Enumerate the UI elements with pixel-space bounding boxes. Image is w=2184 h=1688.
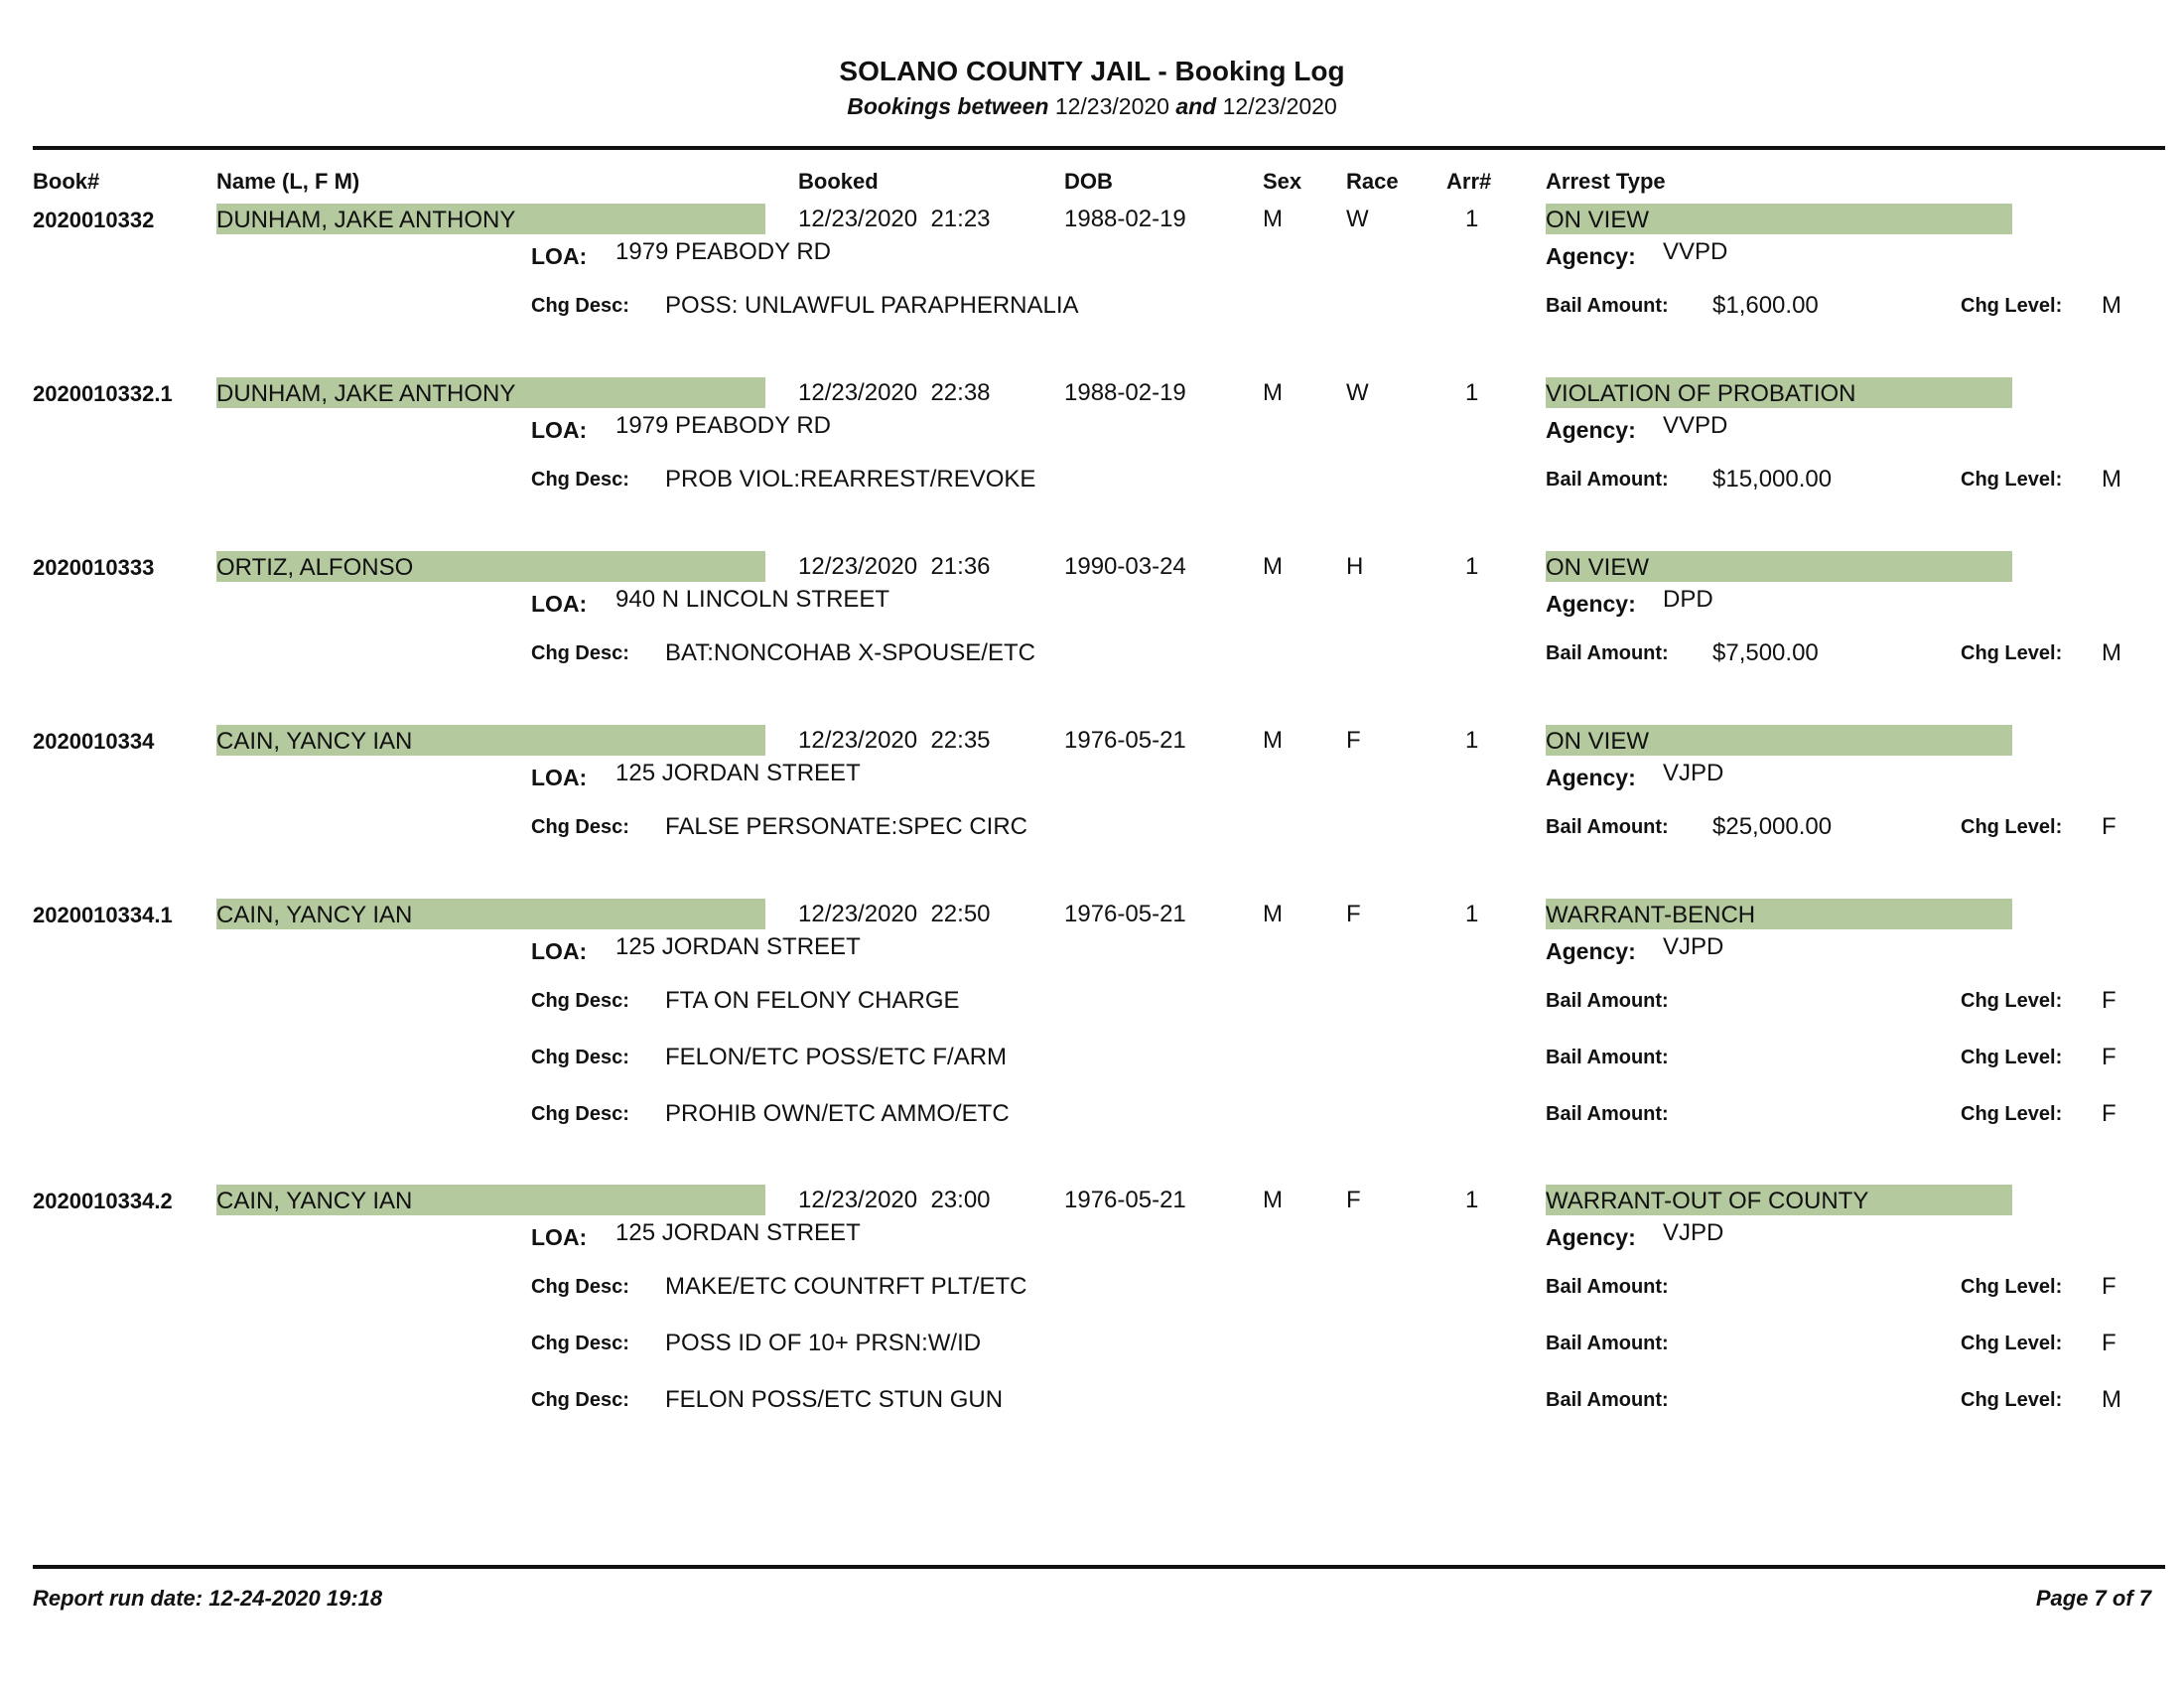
dob-value: 1976-05-21: [1064, 1187, 1186, 1213]
dob-value: 1990-03-24: [1064, 553, 1186, 580]
bail-amount-value: $1,600.00: [1712, 292, 1819, 319]
bail-amount-label: Bail Amount:: [1546, 469, 1669, 491]
loa-value: 1979 PEABODY RD: [615, 412, 831, 439]
chg-level-value: F: [2102, 1100, 2116, 1127]
chg-desc-value: FELON/ETC POSS/ETC F/ARM: [665, 1044, 1008, 1070]
chg-level-value: F: [2102, 1044, 2116, 1070]
loa-value: 1979 PEABODY RD: [615, 238, 831, 265]
loa-label: LOA:: [531, 591, 588, 617]
arrest-number: 1: [1465, 553, 1479, 580]
agency-label: Agency:: [1546, 417, 1636, 443]
book-number: 2020010334: [33, 729, 155, 754]
dob-value: 1988-02-19: [1064, 379, 1186, 406]
chg-desc-label: Chg Desc:: [531, 816, 629, 838]
sex-value: M: [1263, 727, 1283, 754]
book-number: 2020010334.1: [33, 903, 173, 927]
top-rule: [33, 146, 2165, 150]
subtitle-and: and: [1175, 93, 1217, 119]
chg-level-value: M: [2102, 292, 2121, 319]
chg-level-label: Chg Level:: [1961, 1047, 2063, 1068]
arrest-number: 1: [1465, 727, 1479, 754]
loa-label: LOA:: [531, 417, 588, 443]
arrest-type: VIOLATION OF PROBATION: [1546, 377, 2012, 408]
inmate-name: DUNHAM, JAKE ANTHONY: [216, 377, 765, 408]
loa-label: LOA:: [531, 765, 588, 790]
agency-label: Agency:: [1546, 938, 1636, 964]
loa-value: 125 JORDAN STREET: [615, 933, 861, 960]
date-from: 12/23/2020: [1054, 93, 1169, 119]
bail-amount-label: Bail Amount:: [1546, 1047, 1669, 1068]
col-header-arrest-type: Arrest Type: [1546, 169, 1666, 194]
race-value: W: [1346, 379, 1369, 406]
arrest-type: ON VIEW: [1546, 551, 2012, 582]
arrest-type: ON VIEW: [1546, 725, 2012, 756]
chg-desc-value: PROHIB OWN/ETC AMMO/ETC: [665, 1100, 1010, 1127]
inmate-name: DUNHAM, JAKE ANTHONY: [216, 204, 765, 234]
sex-value: M: [1263, 206, 1283, 232]
agency-value: DPD: [1663, 586, 1713, 613]
chg-desc-value: PROB VIOL:REARREST/REVOKE: [665, 466, 1036, 492]
chg-desc-value: FELON POSS/ETC STUN GUN: [665, 1386, 1004, 1413]
chg-desc-label: Chg Desc:: [531, 1276, 629, 1298]
loa-label: LOA:: [531, 243, 588, 269]
agency-label: Agency:: [1546, 243, 1636, 269]
chg-level-value: F: [2102, 1330, 2116, 1356]
bail-amount-label: Bail Amount:: [1546, 1389, 1669, 1411]
booked-datetime: 12/23/2020 21:23: [798, 206, 991, 232]
loa-label: LOA:: [531, 1224, 588, 1250]
bail-amount-label: Bail Amount:: [1546, 642, 1669, 664]
arrest-number: 1: [1465, 206, 1479, 232]
chg-level-label: Chg Level:: [1961, 295, 2063, 317]
bail-amount-label: Bail Amount:: [1546, 1333, 1669, 1354]
inmate-name: CAIN, YANCY IAN: [216, 1185, 765, 1215]
booked-datetime: 12/23/2020 23:00: [798, 1187, 991, 1213]
arrest-type: WARRANT-BENCH: [1546, 899, 2012, 929]
col-header-booked: Booked: [798, 169, 879, 194]
chg-level-label: Chg Level:: [1961, 469, 2063, 491]
bail-amount-label: Bail Amount:: [1546, 295, 1669, 317]
chg-desc-value: MAKE/ETC COUNTRFT PLT/ETC: [665, 1273, 1027, 1300]
sex-value: M: [1263, 901, 1283, 927]
race-value: F: [1346, 727, 1361, 754]
chg-desc-value: POSS: UNLAWFUL PARAPHERNALIA: [665, 292, 1079, 319]
booked-datetime: 12/23/2020 22:35: [798, 727, 991, 754]
chg-desc-label: Chg Desc:: [531, 469, 629, 491]
col-header-name: Name (L, F M): [216, 169, 360, 194]
dob-value: 1988-02-19: [1064, 206, 1186, 232]
race-value: W: [1346, 206, 1369, 232]
bottom-rule: [33, 1565, 2165, 1569]
col-header-arr: Arr#: [1446, 169, 1492, 194]
col-header-sex: Sex: [1263, 169, 1302, 194]
report-run-date: Report run date: 12-24-2020 19:18: [33, 1586, 383, 1611]
book-number: 2020010332.1: [33, 381, 173, 406]
col-header-race: Race: [1346, 169, 1399, 194]
bail-amount-label: Bail Amount:: [1546, 990, 1669, 1012]
inmate-name: CAIN, YANCY IAN: [216, 899, 765, 929]
bail-amount-label: Bail Amount:: [1546, 1103, 1669, 1125]
sex-value: M: [1263, 553, 1283, 580]
chg-desc-label: Chg Desc:: [531, 295, 629, 317]
chg-level-label: Chg Level:: [1961, 1103, 2063, 1125]
chg-level-value: M: [2102, 466, 2121, 492]
loa-value: 125 JORDAN STREET: [615, 1219, 861, 1246]
race-value: H: [1346, 553, 1364, 580]
booking-record: [0, 1185, 2184, 1413]
chg-level-value: M: [2102, 639, 2121, 666]
chg-desc-label: Chg Desc:: [531, 990, 629, 1012]
booked-datetime: 12/23/2020 22:38: [798, 379, 991, 406]
loa-value: 940 N LINCOLN STREET: [615, 586, 890, 613]
loa-label: LOA:: [531, 938, 588, 964]
booked-datetime: 12/23/2020 21:36: [798, 553, 991, 580]
agency-value: VJPD: [1663, 760, 1724, 786]
arrest-number: 1: [1465, 379, 1479, 406]
chg-level-label: Chg Level:: [1961, 642, 2063, 664]
bail-amount-value: $15,000.00: [1712, 466, 1833, 492]
sex-value: M: [1263, 1187, 1283, 1213]
chg-desc-label: Chg Desc:: [531, 1389, 629, 1411]
agency-value: VVPD: [1663, 238, 1728, 265]
col-header-dob: DOB: [1064, 169, 1113, 194]
agency-label: Agency:: [1546, 1224, 1636, 1250]
chg-level-value: F: [2102, 813, 2116, 840]
page-number: Page 7 of 7: [2035, 1586, 2151, 1611]
sex-value: M: [1263, 379, 1283, 406]
arrest-number: 1: [1465, 1187, 1479, 1213]
race-value: F: [1346, 1187, 1361, 1213]
col-header-book: Book#: [33, 169, 100, 194]
dob-value: 1976-05-21: [1064, 901, 1186, 927]
chg-desc-label: Chg Desc:: [531, 1103, 629, 1125]
booking-record: [0, 899, 2184, 1127]
loa-value: 125 JORDAN STREET: [615, 760, 861, 786]
chg-level-label: Chg Level:: [1961, 1333, 2063, 1354]
report-title: SOLANO COUNTY JAIL - Booking Log: [839, 56, 1345, 86]
bail-amount-value: $25,000.00: [1712, 813, 1833, 840]
chg-level-label: Chg Level:: [1961, 816, 2063, 838]
agency-label: Agency:: [1546, 765, 1636, 790]
chg-level-value: M: [2102, 1386, 2121, 1413]
chg-level-value: F: [2102, 987, 2116, 1014]
booked-datetime: 12/23/2020 22:50: [798, 901, 991, 927]
arrest-number: 1: [1465, 901, 1479, 927]
chg-desc-value: BAT:NONCOHAB X-SPOUSE/ETC: [665, 639, 1035, 666]
chg-level-value: F: [2102, 1273, 2116, 1300]
arrest-type: ON VIEW: [1546, 204, 2012, 234]
agency-label: Agency:: [1546, 591, 1636, 617]
chg-level-label: Chg Level:: [1961, 990, 2063, 1012]
bail-amount-value: $7,500.00: [1712, 639, 1819, 666]
arrest-type: WARRANT-OUT OF COUNTY: [1546, 1185, 2012, 1215]
chg-desc-value: POSS ID OF 10+ PRSN:W/ID: [665, 1330, 982, 1356]
agency-value: VVPD: [1663, 412, 1728, 439]
race-value: F: [1346, 901, 1361, 927]
chg-desc-label: Chg Desc:: [531, 1047, 629, 1068]
bail-amount-label: Bail Amount:: [1546, 1276, 1669, 1298]
agency-value: VJPD: [1663, 933, 1724, 960]
book-number: 2020010333: [33, 555, 155, 580]
chg-level-label: Chg Level:: [1961, 1276, 2063, 1298]
inmate-name: CAIN, YANCY IAN: [216, 725, 765, 756]
book-number: 2020010332: [33, 208, 155, 232]
report-subtitle: [0, 93, 2184, 120]
date-to: 12/23/2020: [1222, 93, 1337, 119]
chg-desc-value: FALSE PERSONATE:SPEC CIRC: [665, 813, 1027, 840]
dob-value: 1976-05-21: [1064, 727, 1186, 754]
book-number: 2020010334.2: [33, 1189, 173, 1213]
chg-desc-value: FTA ON FELONY CHARGE: [665, 987, 960, 1014]
chg-level-label: Chg Level:: [1961, 1389, 2063, 1411]
inmate-name: ORTIZ, ALFONSO: [216, 551, 765, 582]
chg-desc-label: Chg Desc:: [531, 1333, 629, 1354]
chg-desc-label: Chg Desc:: [531, 642, 629, 664]
agency-value: VJPD: [1663, 1219, 1724, 1246]
bail-amount-label: Bail Amount:: [1546, 816, 1669, 838]
subtitle-prefix: Bookings between: [847, 93, 1049, 119]
